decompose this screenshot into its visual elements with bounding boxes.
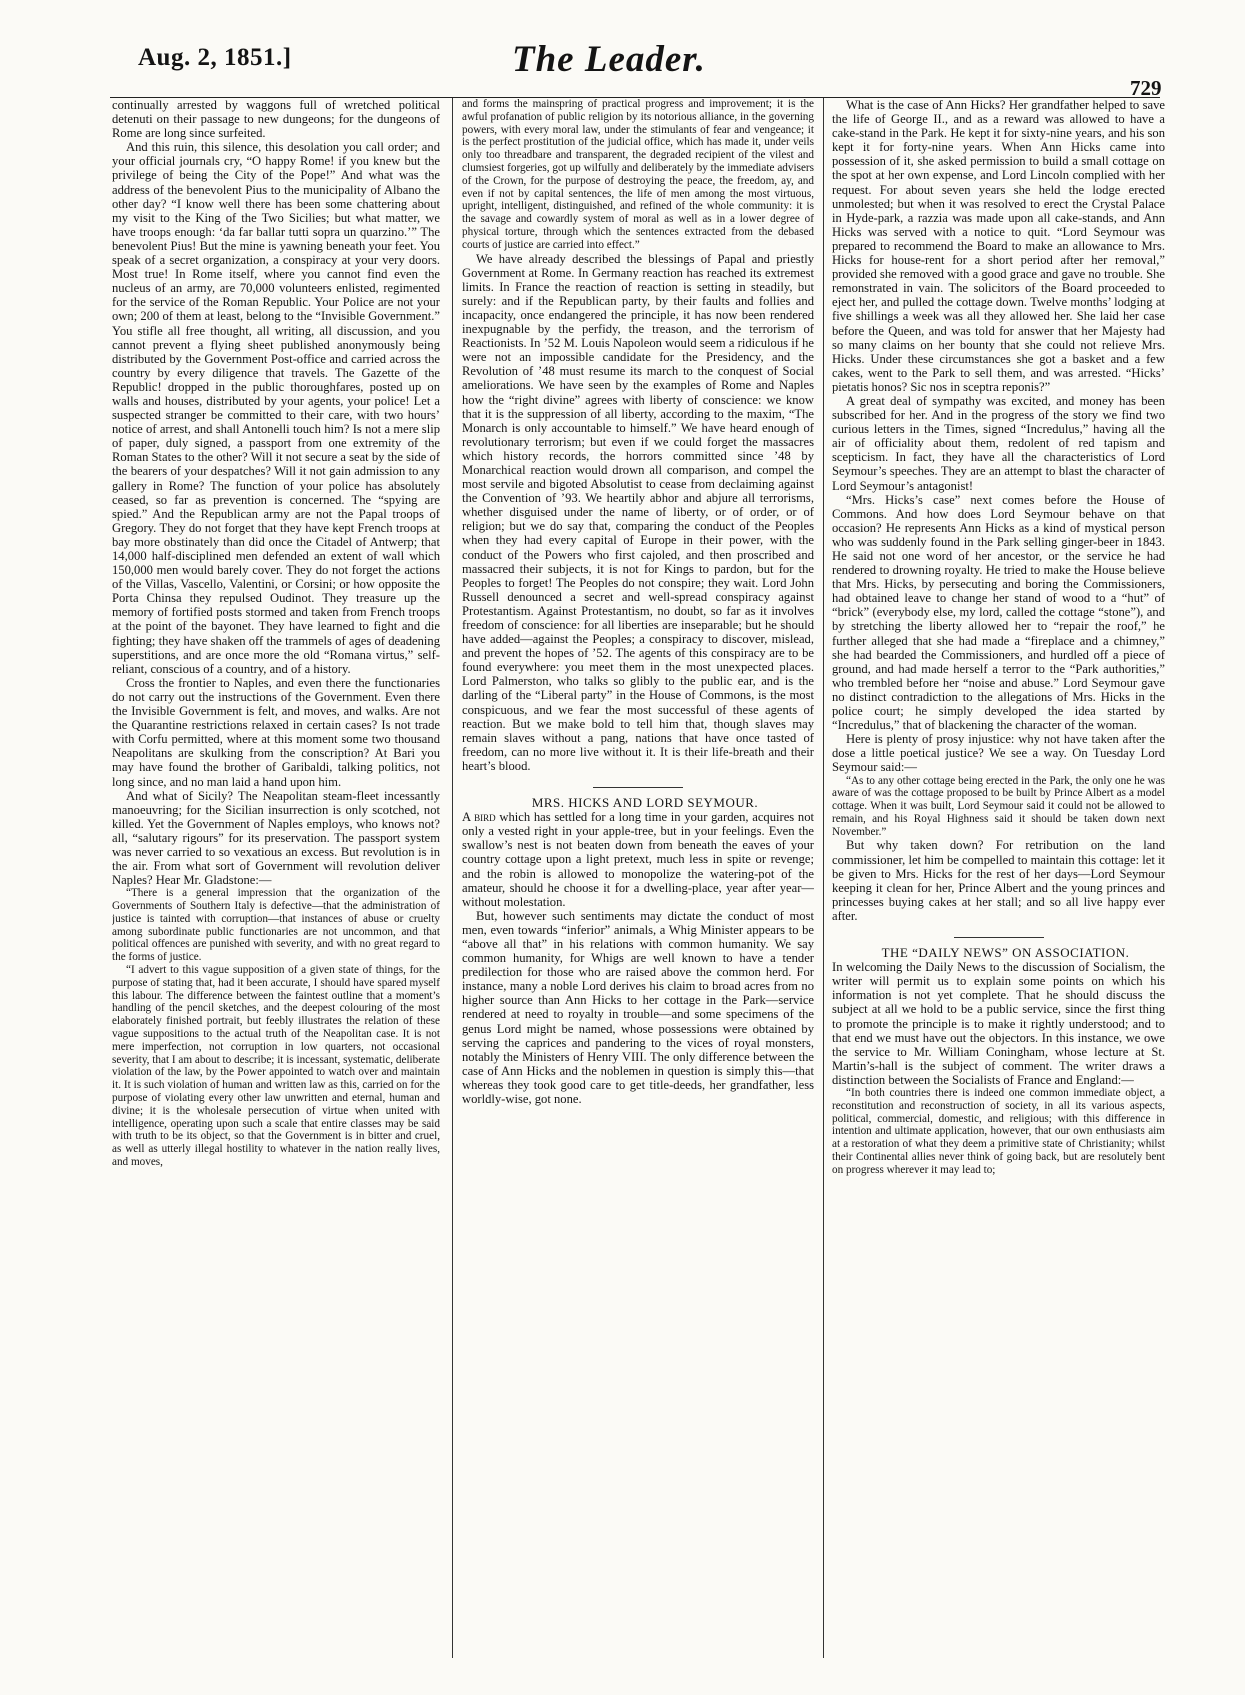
paragraph bbox=[462, 810, 814, 909]
paragraph: But why taken down? For retribution on the land commissioner, let him be compelled to maintain this cottage: let it be given to Mrs. Hicks for the rest of her days—Lord Seymour keeping it clean for her, Prince Albert and the young princes and princesses buying cakes at her stall; and so all live happy ever after. bbox=[832, 838, 1165, 923]
column-3 bbox=[832, 98, 1165, 1662]
paragraph-text: which has settled for a long time in your garden, acquires not only a vested right in your apple-tree, but in your feelings. Even the swallow’s nest is not beaten down from beneath the eaves of your country cottage upon a light pretext, much less in spite or revenge; and the robin is allowed to monopolize the watering-pot of the amateur, should he choose it for a dwelling-place, year after year—without molestation. bbox=[462, 810, 814, 909]
section-title-daily-news: THE “DAILY NEWS” ON ASSOCIATION. bbox=[881, 945, 1130, 961]
seymour-quote: “As to any other cottage being erected in the Park, the only one he was aware of was the cottage proposed to be built by Prince Albert as a model cottage. When it was built, Lord Seymour said it could not be allowed to remain, and his Royal Highness said it should be taken down next November.” bbox=[832, 774, 1165, 838]
drop-initial: A bird bbox=[462, 810, 496, 825]
page-number: 729 bbox=[1130, 76, 1162, 100]
column-divider bbox=[452, 98, 453, 1658]
paragraph: And this ruin, this silence, this desolation you call order; and your official journals cry, “O happy Rome! if you knew but the privilege of being the City of the Pope!” And what was the address of the benevolent Pius to the municipality of Albano the other day? “I know well there has been some chattering about my visit to the King of the Two Sicilies; but what matter, we have troops enough: ‘da far ballar tutti sopra un quarzino.’” The benevolent Pius! But the mine is yawning beneath your feet. You speak of a secret organization, a conspiracy at your very doors. Most true! In Rome itself, where you cannot find even the nucleus of an army, are 70,000 volunteers enlisted, regimented for the service of the Roman Republic. Your Police are not your own; 200 of them at least, belong to the “Invisible Government.” You stifle all free thought, all writing, all discussion, and you cannot prevent a flying sheet published anonymously being distributed by the Government Post-office and carried across the country by every diligence that travels. The Gazette of the Republic! dropped in the public thoroughfares, posted up on walls and houses, distributed by your agents, your police! Let a suspected stranger be committed to their care, with two hours’ notice of arrest, and shall Antonelli touch him? Is not a mere slip of paper, duly signed, a passport from one extremity of the Roman States to the other? Will it not secure a seat by the side of the bearers of your despatches? Will it not gain admission to any gallery in Rome? The function of your police has absolutely ceased, so far as prevention is concerned. The “spying are spied.” And the Republican army are not the Papal troops of Gregory. They do not forget that they have kept French troops at bay more obstinately than did once the Citadel of Antwerp; that 14,000 half-disciplined men defended an extent of wall which 150,000 men would barely cover. They do not forget the actions of the Villas, Vascello, Valentini, or Corsini; or how opposite the Porta Chinsa they repulsed Oudinot. They treasure up the memory of fortified posts stormed and taken from French troops at the point of the bayonet. They have learned to fight and die fighting; they have shaken off the trammels of ages of deadening superstitions, and are once more the old “Romana virtus,” self-reliant, conscious of a country, and of a history. bbox=[112, 140, 440, 676]
paragraph: “Mrs. Hicks’s case” next comes before the House of Commons. And how does Lord Seymour behave on that occasion? He represents Ann Hicks as a kind of mystical person who was suddenly found in the Park selling ginger-beer in 1843. He said not one word of her ancestor, or the service he had rendered to drowning royalty. He tried to make the House believe that Mrs. Hicks, by persecuting and boring the Commissioners, had obtained leave to change her stand of wood to a “hut” of “brick” (everybody else, my lord, called the cottage “stone”), and by stretching the liberty allowed her to “repair the roof,” he further alleged that she had made a “fireplace and a chimney,” she had bearded the Commissioners, and hurdled off a piece of ground, and had made herself a terror to the “Park authorities,” who trembled before her “noise and abuse.” Lord Seymour gave no distinct contradiction to the allegations of Mrs. Hicks in the police court; he simply developed the idea started by “Incredulus,” that of blackening the character of the woman. bbox=[832, 492, 1165, 733]
column-2 bbox=[462, 98, 814, 1660]
section-rule bbox=[954, 937, 1044, 938]
paragraph: A great deal of sympathy was excited, and money has been subscribed for her. And in the progress of the story we find two curious letters in the Times, signed “Incredulus,” having all the air of officiality about them, redolent of red tapism and scepticism. In fact, they have all the characteristics of Lord Seymour’s speeches. They are an attempt to blast the character of Lord Seymour’s antagonist! bbox=[832, 393, 1165, 493]
gladstone-quote: “I advert to this vague supposition of a given state of things, for the purpose of stating that, had it been accurate, I should have spared myself this labour. The difference between the faintest outline that a moment’s handling of the pencil sketches, and the deepest colouring of the most elaborately finished portrait, but feebly illustrates the relation of these vague suppositions to the actual truth of the Neapolitan case. It is not mere imperfection, not corruption in low quarters, not occasional severity, that I am about to describe; it is incessant, systematic, deliberate violation of the law, by the Power appointed to watch over and maintain it. It is such violation of human and written law as this, carried on for the purpose of violating every other law unwritten and eternal, human and divine; it is the wholesale persecution of virtue when united with intelligence, operating upon such a scale that entire classes may be said with truth to be its object, so that the Government is in bitter and cruel, as well as utterly illegal hostility to whatever in the nation really lives, and moves, bbox=[112, 964, 440, 1168]
masthead: The Leader. bbox=[512, 39, 706, 80]
paragraph: In welcoming the Daily News to the discussion of Socialism, the writer will permit us to explain some points on which his information is not yet complete. That he should discuss the subject at all we hold to be a public service, since the first thing to promote the principle is to make it rightly understood; and to that end we must have out the objectors. In this instance, we owe the service to Mr. William Coningham, whose lecture at St. Martin’s-hall is the subject of comment. The writer draws a distinction between the Socialists of France and England:— bbox=[832, 960, 1165, 1087]
paragraph: And what of Sicily? The Neapolitan steam-fleet incessantly manoeuvring; for the Sicilian insurrection is only scotched, not killed. Yet the Government of Naples employs, who knows not? all, “salutary rigours” for its preservation. The passport system was never carried to so vexatious an excess. But revolution is in the air. From what sort of Government will revolution deliver Naples? Hear Mr. Gladstone:— bbox=[112, 788, 440, 888]
section-rule bbox=[593, 787, 683, 788]
section-title-hicks: MRS. HICKS AND LORD SEYMOUR. bbox=[531, 795, 759, 811]
paragraph: But, however such sentiments may dictate the conduct of most men, even towards “inferior” animals, a Whig Minister appears to be “above all that” in his relations with common humanity. We say common humanity, for Whigs are well known to have a tender predilection for those who are raised above the common herd. For instance, many a noble Lord derives his claim to broad acres from no higher source than Ann Hicks to her cottage in the Park—service rendered at need to royalty in trouble—and some specimens of the genus Lord might be named, whose possessions were obtained by serving the caprices and pandering to the vices of royal monsters, notably the Ministers of Henry VIII. The only difference between the case of Ann Hicks and the noblemen in question is simply this—that whereas they took good care to get title-deeds, her grandfather, less worldly-wise, got none. bbox=[462, 908, 814, 1106]
daily-news-quote: “In both countries there is indeed one common immediate object, a reconstitution and reconstruction of society, in all its various aspects, political, commercial, domestic, and religious; with this difference in intention and ultimate application, however, that our own enthusiasts aim at a restoration of what they deem a primitive state of Christianity; whilst their Continental allies never think of going back, but are resolutely bent on progress wherever it may lead to; bbox=[832, 1086, 1165, 1176]
paragraph: continually arrested by waggons full of wretched political detenuti on their passage to new dungeons; for the dungeons of Rome are long since surfeited. bbox=[112, 98, 440, 141]
issue-date: Aug. 2, 1851.] bbox=[138, 44, 292, 71]
column-divider bbox=[823, 98, 824, 1658]
paragraph: Cross the frontier to Naples, and even there the functionaries do not carry out the instructions of the Government. Even there the Invisible Government is felt, and moves, and walks. Are not the Quarantine restrictions relaxed in certain cases? Is not trade with Corfu permitted, where at this moment some two thousand Neapolitans are skulking from the conscription? At Bari you may have found the brother of Garibaldi, talking politics, not long since, and no man laid a hand upon him. bbox=[112, 675, 440, 789]
paragraph: What is the case of Ann Hicks? Her grandfather helped to save the life of George II., and as a reward was allowed to have a cake-stand in the Park. He kept it for sixty-nine years, and his son kept it for forty-nine years. When Ann Hicks came into possession of it, she asked permission to build a small cottage on the spot at her own expense, and Lord Lincoln complied with her request. For about seven years she held the lodge erected unmolested; but when it was resolved to erect the Crystal Palace in Hyde-park, a razzia was made upon all cake-stands, and Ann Hicks was served with a notice to quit. “Lord Seymour was prepared to recommend the Board to make an allowance to Mrs. Hicks for house-rent for a short period after her removal,” provided she removed with a good grace and gave no trouble. She remonstrated in vain. The solicitors of the Board proceeded to eject her, and pulled the cottage down. Twelve months’ lodging at five shillings a week was all they allowed her. She laid her case before the Queen, and was told for answer that her Majesty had so many claims on her bounty that she could not relieve Mrs. Hicks. Under these circumstances she got a basket and a few cakes, went to the Park to sell them, and was arrested. “Hicks’ pietatis honos? Sic nos in sceptra reponis?” bbox=[832, 98, 1165, 394]
column-1 bbox=[112, 98, 440, 1658]
paragraph: We have already described the blessings of Papal and priestly Government at Rome. In Germany reaction has reached its extremest limits. In France the reaction of reaction is setting in steadily, but surely: and if the Republican party, by their faults and follies and incapacity, once endangered the principle, it has now been rendered inexpugnable by the perfidy, the treason, and the terrorism of Reactionists. In ’52 M. Louis Napoleon would seem a ridiculous if he were not an impossible candidate for the Presidency, and the Revolution of ’48 must resume its march to the conquest of Social ameliorations. We have seen by the examples of Rome and Naples how the “right divine” agrees with liberty of conscience: we know that it is the suppression of all liberty, according to the maxim, “The Monarch is only accountable to himself.” We have heard enough of revolutionary terrorism; but even if we could forget the massacres which history records, the horrors committed since ’48 by Monarchical reaction would drown all comparison, and compel the most servile and bigoted Absolutist to cease from declaiming against the Convention of ’93. We heartily abhor and abjure all terrorisms, whether disguised under the name of liberty, or of order, or of religion; but we do say that, comparing the conduct of the Peoples when they had every capital of Europe in their power, with the conduct of the Powers who first cajoled, and then proscribed and massacred their subjects, it is not for Kings to pardon, but for the Peoples to forget! The Peoples do not conspire; they wait. Lord John Russell denounced a secret and well-spread conspiracy against Protestantism. Against Protestantism, no doubt, so far as it involves freedom of conscience: for all liberties are inseparable; but he should have added—against the Peoples; a conspiracy to discover, mislead, and prevent the hopes of ’52. The agents of this conspiracy are to be found everywhere: you meet them in the most unexpected places. Lord Palmerston, who talks so glibly to the public ear, and is the darling of the “Liberal party” in the House of Commons, is the most conspicuous, and we fear the most successful of these agents of reaction. But we make bold to tell him that, though slaves may remain slaves without a pang, nations that have once tasted of freedom, can no more live without it. It is their life-breath and their heart’s blood. bbox=[462, 251, 814, 773]
gladstone-quote: “There is a general impression that the organization of the Governments of Southern Italy is defective—that the administration of justice is tainted with corruption—that instances of abuse or cruelty among subordinate public functionaries are not uncommon, and that political offences are punished with severity, and with no great regard to the forms of justice. bbox=[112, 887, 440, 964]
paragraph: Here is plenty of prosy injustice: why not have taken after the dose a little poetical justice? We see a way. On Tuesday Lord Seymour said:— bbox=[832, 732, 1165, 775]
gladstone-quote-continued: and forms the mainspring of practical progress and improvement; it is the awful profanation of public religion by its notorious alliance, in the governing powers, with every moral law, under the stimulants of fear and vengeance; it is the perfect prostitution of the judicial office, which has made it, under veils only too threadbare and transparent, the degraded recipient of the vilest and clumsiest forgeries, got up wilfully and deliberately by the immediate advisers of the Crown, for the purpose of destroying the peace, the freedom, ay, and even if not by capital sentences, the life of men among the most virtuous, upright, intelligent, distinguished, and refined of the whole community: it is the savage and cowardly system of moral as well as in a lower degree of physical torture, through which the sentences extracted from the debased courts of justice are carried into effect.” bbox=[462, 98, 814, 251]
